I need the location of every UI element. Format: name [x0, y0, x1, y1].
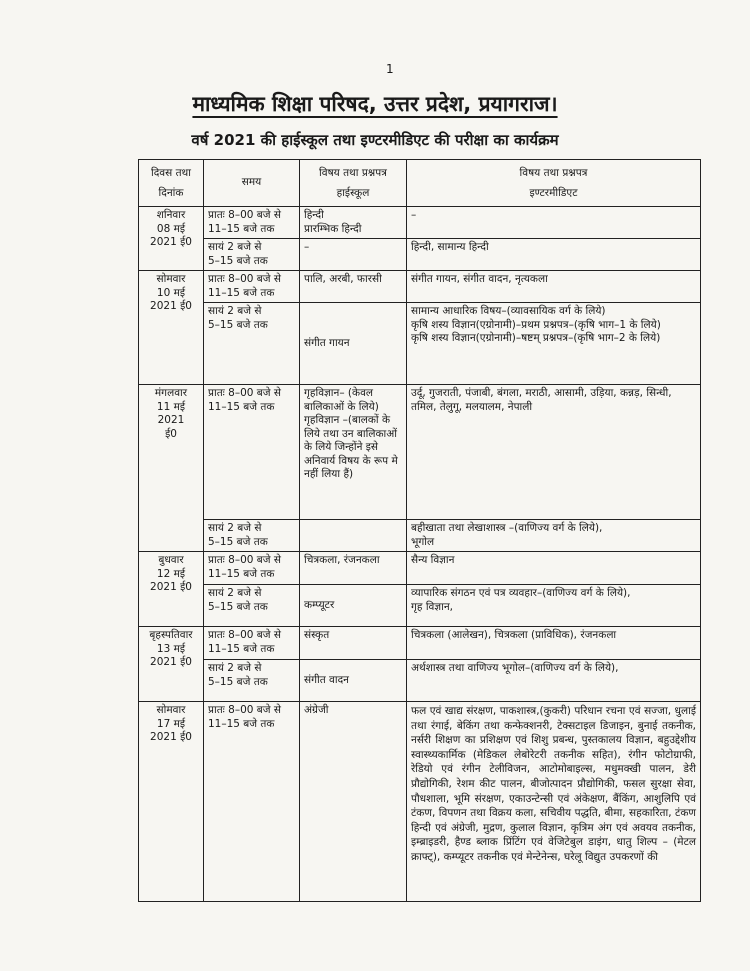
cell-line: 5–15 बजे तक	[208, 675, 268, 688]
time-cell	[204, 627, 300, 660]
table-row	[139, 702, 701, 902]
time-cell	[204, 520, 300, 552]
cell-line: सायं 2 बजे से	[208, 241, 262, 253]
time-cell	[204, 239, 300, 271]
highschool-subject-cell	[300, 239, 407, 271]
cell-line: शनिवार	[156, 209, 186, 221]
cell-line: 13 मई	[156, 642, 186, 655]
table-row	[139, 660, 701, 702]
intermediate-subject-cell	[407, 239, 701, 271]
table-row	[139, 585, 701, 627]
cell-line: 2021 ई0	[150, 300, 192, 312]
cell-line: 5–15 बजे तक	[208, 600, 268, 613]
table-row	[139, 239, 701, 271]
cell-line: ई0	[165, 427, 177, 440]
page-number: 1	[386, 62, 394, 76]
day-date-cell	[139, 702, 204, 902]
time-cell	[204, 303, 300, 385]
cell-line: 11–15 बजे तक	[208, 222, 275, 235]
header-day-date: दिवस तथा दिनांक	[139, 160, 204, 207]
cell-line: कृषि शस्य विज्ञान(एग्रोनामी)–षष्टम् प्रश्नपत्र–(कृषि भाग–2 के लिये)	[411, 332, 661, 344]
cell-line: सैन्य विज्ञान	[411, 554, 455, 566]
cell-line: सामान्य आधारिक विषय–(व्यावसायिक वर्ग के लिये)	[411, 305, 606, 317]
cell-line: 2021 ई0	[150, 656, 192, 668]
highschool-subject-cell	[300, 520, 407, 552]
intermediate-subject-cell	[407, 385, 701, 520]
cell-line: भूगोल	[411, 535, 435, 548]
cell-line: फल एवं खाद्य संरक्षण, पाकशास्त्र,(कुकरी) परिधान रचना एवं सज्जा, धुलाई तथा रंगाई, बेकिंग तथा कन्फेक्शनरी, टेक्सटाइल डिजाइन, बुनाई तकनीक, नर्सरी शिक्षण का प्रशिक्षण एवं शिशु प्रबन्ध, पुस्तकालय विज्ञान, बहुउद्देशीय स्वास्थ्यकार्मिक (मेडिकल लेबोरेटरी तकनीक सहित), रंगीन फोटोग्राफी, रेडियो एवं रंगीन टेलीविजन, आटोमोबाइल्स, मधुमक्खी पालन, डेरी प्रौद्योगिकी, रेशम कीट पालन, बीजोत्पादन प्रौद्योगिकी, फसल सुरक्षा सेवा, पौधशाला, भूमि संरक्षण, एकाउन्टेन्सी एवं अंकेक्षण, बैंकिंग, आशुलिपि एवं टंकण, विपणन तथा विक्रय कला, सचिवीय पद्धति, बीमा, सहकारिता, टंकण हिन्दी एवं अंग्रेजी, मुद्रण, कुलाल विज्ञान, कृत्रिम अंग एवं अवयव तकनीक, इम्ब्राइडरी, हैण्ड ब्लाक प्रिंटिंग एवं वेजिटेबुल डाइंग, धातु शिल्प – (मेटल क्राफ्ट्), कम्प्यूटर तकनीक एवं मेन्टेनेन्स, घरेलू विद्युत उपकरणों की	[411, 705, 696, 863]
cell-line: प्रातः 8–00 बजे से	[208, 704, 281, 716]
time-cell	[204, 271, 300, 303]
time-cell	[204, 585, 300, 627]
cell-line: संगीत वादन	[304, 673, 350, 686]
highschool-subject-cell	[300, 385, 407, 520]
time-cell	[204, 385, 300, 520]
highschool-subject-cell	[300, 702, 407, 902]
cell-line: 5–15 बजे तक	[208, 535, 268, 548]
cell-line: सायं 2 बजे से	[208, 305, 262, 317]
table-row	[139, 385, 701, 520]
cell-line: बुधवार	[158, 554, 184, 566]
cell-line: सोमवार	[156, 704, 186, 716]
cell-line: हिन्दी	[304, 209, 324, 221]
table-row	[139, 520, 701, 552]
cell-line: 5–15 बजे तक	[208, 318, 268, 331]
day-date-cell	[139, 385, 204, 552]
table-row	[139, 271, 701, 303]
time-cell	[204, 207, 300, 239]
cell-line: गृह विज्ञान,	[411, 600, 453, 613]
highschool-subject-cell	[300, 552, 407, 585]
cell-line: बृहस्पतिवार	[149, 629, 193, 641]
cell-line: 17 मई	[156, 717, 186, 730]
cell-line: 08 मई	[156, 222, 186, 235]
cell-line: 11–15 बजे तक	[208, 642, 275, 655]
cell-line: संगीत गायन	[304, 336, 350, 349]
cell-line: प्रातः 8–00 बजे से	[208, 209, 281, 221]
table-row	[139, 552, 701, 585]
day-date-cell	[139, 627, 204, 702]
cell-line: 2021 ई0	[150, 581, 192, 593]
cell-line: संगीत गायन, संगीत वादन, नृत्यकला	[411, 273, 548, 285]
cell-line: उर्दू, गुजराती, पंजाबी, बंगला, मराठी, आसामी, उड़िया, कन्नड़, सिन्धी, तमिल, तेलुगू, मलयालम, नेपाली	[411, 387, 672, 413]
page-subtitle: वर्ष 2021 की हाईस्कूल तथा इण्टरमीडिएट की परीक्षा का कार्यक्रम	[191, 131, 559, 149]
table-row	[139, 207, 701, 239]
day-date-cell	[139, 207, 204, 271]
highschool-subject-cell	[300, 303, 407, 385]
cell-line: 11–15 बजे तक	[208, 717, 275, 730]
intermediate-subject-cell	[407, 585, 701, 627]
highschool-subject-cell	[300, 585, 407, 627]
cell-line: सायं 2 बजे से	[208, 587, 262, 599]
cell-line: प्रातः 8–00 बजे से	[208, 273, 281, 285]
header-time: समय	[204, 160, 300, 207]
cell-line: प्रारम्भिक हिन्दी	[304, 222, 362, 235]
header-intermediate: विषय तथा प्रश्नपत्र इण्टरमीडिएट	[407, 160, 701, 207]
intermediate-subject-cell	[407, 271, 701, 303]
cell-line: व्यापारिक संगठन एवं पत्र व्यवहार–(वाणिज्य वर्ग के लिये),	[411, 587, 631, 599]
cell-line: 11 मई 2021	[156, 400, 186, 426]
cell-line: 11–15 बजे तक	[208, 567, 275, 580]
table-row	[139, 303, 701, 385]
cell-line: मंगलवार	[154, 387, 188, 399]
intermediate-subject-cell	[407, 520, 701, 552]
highschool-subject-cell	[300, 271, 407, 303]
intermediate-subject-cell	[407, 303, 701, 385]
cell-line: 12 मई	[156, 567, 186, 580]
intermediate-subject-cell	[407, 552, 701, 585]
day-date-cell	[139, 271, 204, 385]
cell-line: प्रातः 8–00 बजे से	[208, 554, 281, 566]
cell-line: सायं 2 बजे से	[208, 662, 262, 674]
cell-line: पालि, अरबी, फारसी	[304, 273, 382, 285]
time-cell	[204, 660, 300, 702]
intermediate-subject-cell	[407, 207, 701, 239]
day-date-cell	[139, 552, 204, 627]
cell-line: 5–15 बजे तक	[208, 254, 268, 267]
highschool-subject-cell	[300, 627, 407, 660]
cell-line: –	[304, 241, 310, 253]
cell-line: सोमवार	[156, 273, 186, 285]
cell-line: प्रातः 8–00 बजे से	[208, 387, 281, 399]
intermediate-subject-cell	[407, 627, 701, 660]
page-title: माध्यमिक शिक्षा परिषद, उत्तर प्रदेश, प्रयागराज।	[192, 92, 558, 116]
cell-line: कम्प्यूटर	[304, 598, 335, 611]
cell-line: बहीखाता तथा लेखाशास्त्र –(वाणिज्य वर्ग के लिये),	[411, 522, 603, 534]
cell-line: गृहविज्ञान– (केवल बालिकाओं के लिये)	[304, 387, 379, 413]
time-cell	[204, 702, 300, 902]
table-header-row	[139, 160, 701, 207]
cell-line: सायं 2 बजे से	[208, 522, 262, 534]
cell-line: हिन्दी, सामान्य हिन्दी	[411, 241, 489, 253]
highschool-subject-cell	[300, 207, 407, 239]
time-cell	[204, 552, 300, 585]
cell-line: कृषि शस्य विज्ञान(एग्रोनामी)–प्रथम प्रश्नपत्र–(कृषि भाग–1 के लिये)	[411, 318, 661, 331]
cell-line: 11–15 बजे तक	[208, 400, 275, 413]
header-highschool: विषय तथा प्रश्नपत्र हाईस्कूल	[300, 160, 407, 207]
table-body	[139, 207, 701, 902]
exam-schedule-table	[138, 159, 701, 902]
cell-line: अंग्रेजी	[304, 704, 329, 716]
cell-line: 2021 ई0	[150, 731, 192, 743]
cell-line: 11–15 बजे तक	[208, 286, 275, 299]
cell-line: 2021 ई0	[150, 236, 192, 248]
intermediate-subject-cell	[407, 660, 701, 702]
intermediate-subject-cell	[407, 702, 701, 902]
cell-line: 10 मई	[156, 286, 186, 299]
cell-line: चित्रकला, रंजनकला	[304, 554, 380, 566]
cell-line: गृहविज्ञान –(बालकों के लिये तथा उन बालिकाओं के लिये जिन्होंने इसे अनिवार्य विषय के रूप मे नहीं लिया हैं)	[304, 414, 398, 480]
cell-line: अर्थशास्त्र तथा वाणिज्य भूगोल–(वाणिज्य वर्ग के लिये),	[411, 662, 619, 674]
table-row	[139, 627, 701, 660]
highschool-subject-cell	[300, 660, 407, 702]
cell-line: –	[411, 209, 417, 221]
cell-line: संस्कृत	[304, 629, 330, 641]
cell-line: प्रातः 8–00 बजे से	[208, 629, 281, 641]
cell-line: चित्रकला (आलेखन), चित्रकला (प्राविधिक), रंजनकला	[411, 629, 617, 641]
